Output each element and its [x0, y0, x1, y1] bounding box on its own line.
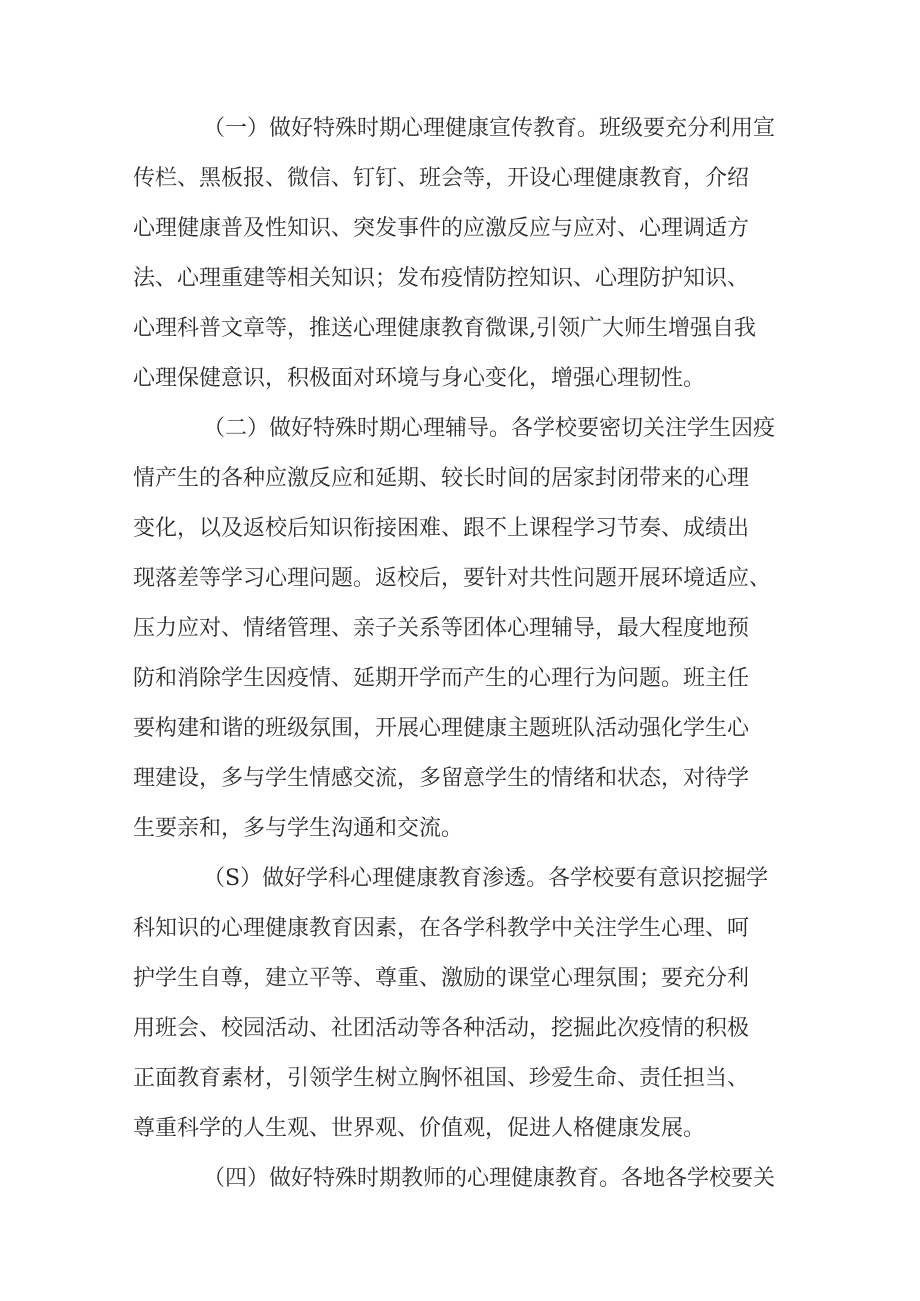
- text-line: 心理健康普及性知识、突发事件的应激反应与应对、心理调适方: [133, 216, 750, 241]
- text-line: 护学生自尊，建立平等、尊重、激励的课堂心理氛围；要充分利: [133, 966, 750, 991]
- text-line: 法、心理重建等相关知识；发布疫情防控知识、心理防护知识、: [133, 266, 750, 291]
- text-line: （二）做好特殊时期心理辅导。各学校要密切关注学生因疫: [203, 416, 776, 441]
- text-line: 传栏、黑板报、微信、钉钉、班会等，开设心理健康教育，介绍: [133, 166, 750, 191]
- text-line: 防和消除学生因疫情、延期开学而产生的心理行为问题。班主任: [133, 666, 750, 691]
- text-line: 心理保健意识，积极面对环境与身心变化，增强心理韧性。: [133, 366, 706, 391]
- text-line: 现落差等学习心理问题。返校后，要针对共性问题开展环境适应、: [133, 566, 772, 591]
- text-line: （一）做好特殊时期心理健康宣传教育。班级要充分利用宣: [203, 116, 776, 141]
- text-line: （S）做好学科心理健康教育渗透。各学校要有意识挖掘学: [203, 866, 769, 891]
- text-line: 正面教育素材，引领学生树立胸怀祖国、珍爱生命、责任担当、: [133, 1066, 750, 1091]
- text-line: 要构建和谐的班级氛围，开展心理健康主题班队活动强化学生心: [133, 716, 750, 741]
- text-line: 科知识的心理健康教育因素，在各学科教学中关注学生心理、呵: [133, 916, 750, 941]
- text-line: 生要亲和，多与学生沟通和交流。: [133, 816, 464, 841]
- text-line: 用班会、校园活动、社团活动等各种活动，挖掘此次疫情的积极: [133, 1016, 750, 1041]
- text-line: 压力应对、情绪管理、亲子关系等团体心理辅导，最大程度地预: [133, 616, 750, 641]
- text-line: 尊重科学的人生观、世界观、价值观，促进人格健康发展。: [133, 1116, 706, 1141]
- text-line: 情产生的各种应激反应和延期、较长时间的居家封闭带来的心理: [133, 466, 750, 491]
- text-line: 理建设，多与学生情感交流，多留意学生的情绪和状态，对待学: [133, 766, 750, 791]
- text-line: （四）做好特殊时期教师的心理健康教育。各地各学校要关: [203, 1166, 776, 1191]
- text-line: 变化，以及返校后知识衔接困难、跟不上课程学习节奏、成绩出: [133, 516, 750, 541]
- text-line: 心理科普文章等，推送心理健康教育微课,引领广大师生增强自我: [133, 316, 756, 341]
